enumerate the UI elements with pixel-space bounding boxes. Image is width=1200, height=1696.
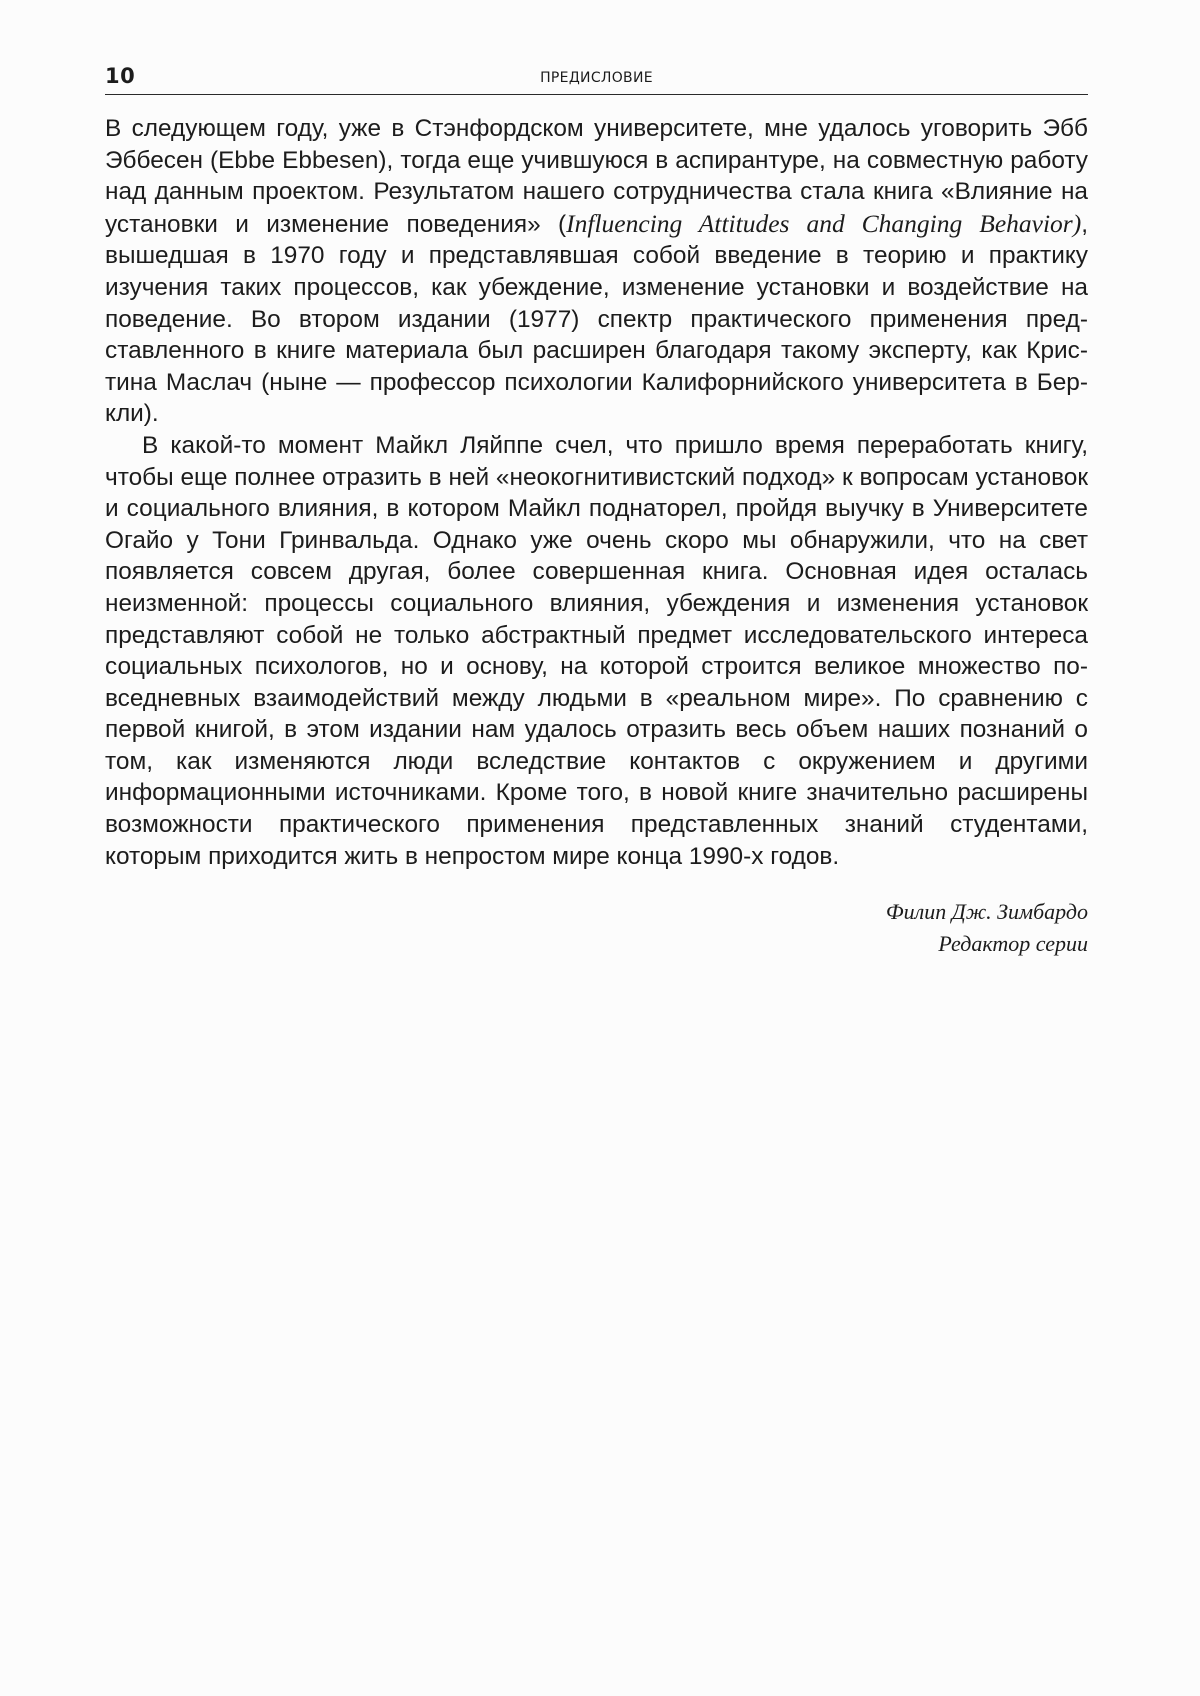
paragraph-2: В какой-то момент Майкл Ляйппе счел, что пришло время переработать книгу, чтобы еще полнее отразить в ней «неокогнитивистский подход» к вопросам установок и социального влияния, в котором Майкл поднаторел, пройдя выучку в Университете Огайо у Тони Гринвальда. Однако уже очень скоро мы обнаружили, что на свет появляется совсем другая, более совершенная книга. Основная идея осталась неизменной: процессы социального влияния, убеждения и изменения установок представляют собой не только абстрактный предмет исследовательского интереса социальных психологов, но и основу, на которой строится великое множество повседневных взаимодействий между людьми в «реальном мире». По сравнению с первой книгой, в этом издании нам удалось отразить весь объем наших познаний о том, как изменяются люди вследствие контактов с окружением и другими информационными источниками. Кроме того, в новой книге значительно расширены возможности практического применения представленных знаний студентами, которым приходится жить в непростом мире конца 1990-х годов.: [105, 431, 1088, 870]
signature: [105, 896, 1088, 960]
book-page: [105, 62, 1088, 960]
page-number: 10: [105, 64, 136, 88]
paragraph-1: [105, 113, 1088, 430]
paragraph-1-text-after: , вышедшая в 1970 году и представлявшая собой введение в теорию и практику изучения таких процессов, как убеждение, изменение установки и воздействие на поведение. Во втором издании (1977) спектр практического применения представленного в книге материала был расширен благодаря такому эксперту, как Кристина Маслач (ныне — профессор психологии Калифорнийского университета в Беркли).: [105, 210, 1088, 428]
book-title-english: Influencing Attitudes and Changing Behavior): [566, 208, 1082, 238]
running-title: ПРЕДИСЛОВИЕ: [540, 70, 653, 86]
signature-name: Филип Дж. Зимбардо: [885, 899, 1088, 925]
signature-role: Редактор серии: [938, 931, 1088, 957]
body-text: [105, 113, 1088, 872]
paragraph-1-text-before: В следующем году, уже в Стэнфордском университете, мне удалось уговорить Эбб Эббесен (Ebbe Ebbesen), тогда еще учившуюся в аспирантуре, на совместную работу над данным проектом. Результатом нашего сотрудничества стала книга «Влияние на установки и изменение поведения» (: [105, 115, 1088, 238]
running-head: [105, 62, 1088, 95]
